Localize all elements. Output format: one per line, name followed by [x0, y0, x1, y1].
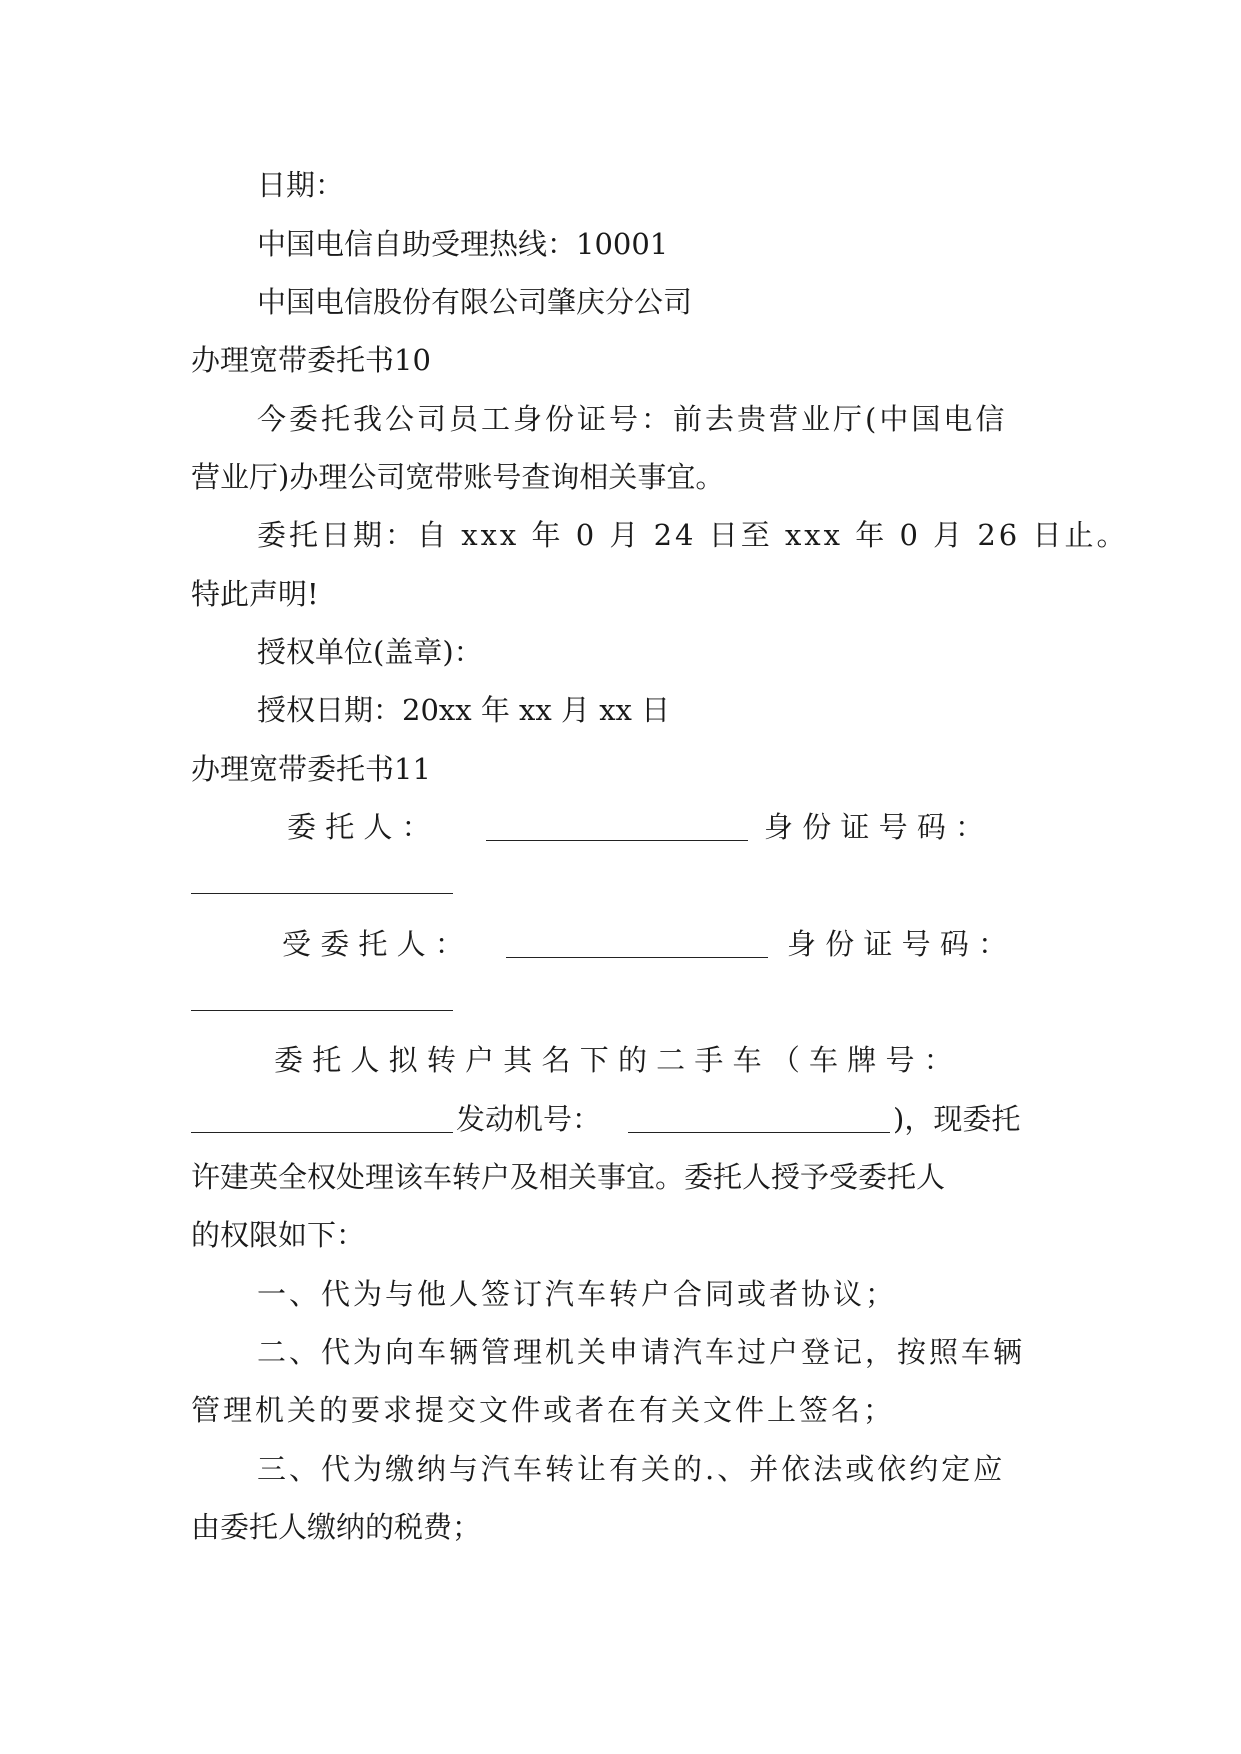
- agent-id-blank: [191, 1010, 453, 1011]
- item-2-a: 二、代为向车辆管理机关申请汽车过户登记，按照车辆: [257, 1335, 1026, 1369]
- engine-label: 发动机号：: [456, 1102, 602, 1136]
- p10-line-f: 授权日期：20xx 年 xx 月 xx 日: [257, 693, 671, 727]
- p10-line-d: 特此声明!: [191, 577, 319, 611]
- p10-line-a: 今委托我公司员工身份证号：前去贵营业厅(中国电信: [257, 402, 1008, 436]
- agent-name-blank: [506, 957, 768, 958]
- p10-line-c: 委托日期：自 xxx 年 0 月 24 日至 xxx 年 0 月 26 日止。: [257, 518, 1129, 552]
- item-1: 一、代为与他人签订汽车转户合同或者协议；: [257, 1277, 898, 1311]
- heading-11: 办理宽带委托书11: [191, 752, 431, 786]
- agent-id-label: 身 份 证 号 码 ：: [787, 927, 1008, 961]
- item-3-b: 由委托人缴纳的税费；: [191, 1510, 482, 1544]
- date-line: 日期：: [257, 168, 345, 202]
- p10-line-b: 营业厅)办理公司宽带账号查询相关事宜。: [191, 460, 725, 494]
- company-line: 中国电信股份有限公司肇庆分公司: [257, 285, 693, 319]
- principal-label: 委 托 人 ：: [287, 810, 431, 844]
- p10-line-e: 授权单位(盖章)：: [257, 635, 483, 669]
- vehicle-line-b-tail: )，现委托: [893, 1102, 1021, 1136]
- vehicle-line-d: 的权限如下：: [191, 1218, 366, 1252]
- hotline-line: 中国电信自助受理热线：10001: [257, 227, 669, 261]
- item-2-b: 管理机关的要求提交文件或者在有关文件上签名；: [191, 1393, 896, 1427]
- principal-name-blank: [486, 840, 748, 841]
- principal-id-blank: [191, 893, 453, 894]
- engine-blank: [628, 1132, 890, 1133]
- heading-10: 办理宽带委托书10: [191, 343, 431, 377]
- plate-blank: [191, 1132, 453, 1133]
- vehicle-line-c: 许建英全权处理该车转户及相关事宜。委托人授予受委托人: [191, 1160, 946, 1194]
- vehicle-line-a: 委 托 人 拟 转 户 其 名 下 的 二 手 车 （ 车 牌 号 ：: [274, 1043, 953, 1077]
- principal-id-label: 身 份 证 号 码 ：: [764, 810, 985, 844]
- item-3-a: 三、代为缴纳与汽车转让有关的.、并依法或依约定应: [257, 1452, 1006, 1486]
- agent-label: 受 委 托 人 ：: [282, 927, 464, 961]
